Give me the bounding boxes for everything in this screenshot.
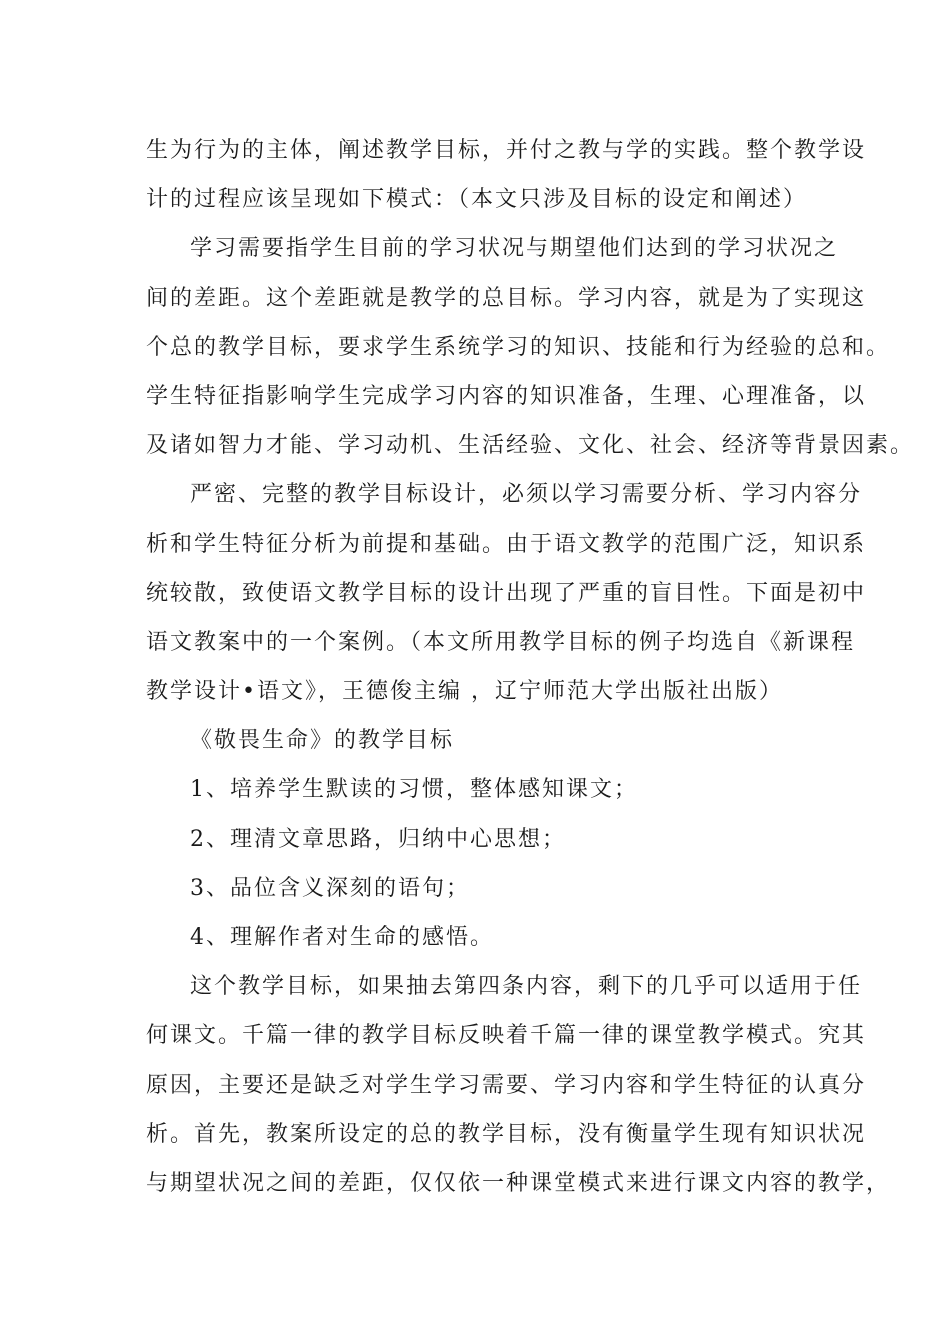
- text-line: 与期望状况之间的差距，仅仅依一种课堂模式来进行课文内容的教学，: [146, 1170, 891, 1196]
- text-line: 统较散，致使语文教学目标的设计出现了严重的盲目性。下面是初中: [146, 580, 867, 606]
- text-line: 3、品位含义深刻的语句；: [190, 875, 470, 901]
- text-line: 《敬畏生命》的教学目标: [190, 728, 455, 754]
- text-line: 学习需要指学生目前的学习状况与期望他们达到的学习状况之: [190, 236, 839, 262]
- text-line: 1、培养学生默读的习惯，整体感知课文；: [190, 777, 638, 803]
- text-line: 语文教案中的一个案例。（本文所用教学目标的例子均选自《新课程: [146, 629, 856, 655]
- text-line: 及诸如智力才能、学习动机、生活经验、文化、社会、经济等背景因素。: [146, 433, 915, 459]
- document-body: [146, 126, 915, 1208]
- text-line: 严密、完整的教学目标设计，必须以学习需要分析、学习内容分: [190, 482, 863, 508]
- text-line: 4、理解作者对生命的感悟。: [190, 925, 494, 950]
- text-line: 教学设计•语文》，王德俊主编 ，辽宁师范大学出版社出版）: [146, 679, 783, 705]
- text-line: 学生特征指影响学生完成学习内容的知识准备，生理、心理准备，以: [146, 383, 867, 409]
- text-line: 生为行为的主体，阐述教学目标，并付之教与学的实践。整个教学设: [146, 138, 867, 163]
- text-line: 何课文。千篇一律的教学目标反映着千篇一律的课堂教学模式。究其: [146, 1023, 867, 1049]
- text-line: 计的过程应该呈现如下模式：（本文只涉及目标的设定和阐述）: [146, 187, 808, 213]
- text-line: 这个教学目标，如果抽去第四条内容，剩下的几乎可以适用于任: [190, 974, 863, 1000]
- text-line: 间的差距。这个差距就是教学的总目标。学习内容，就是为了实现这: [146, 285, 867, 311]
- text-line: 原因，主要还是缺乏对学生学习需要、学习内容和学生特征的认真分: [146, 1072, 867, 1098]
- text-line: 个总的教学目标，要求学生系统学习的知识、技能和行为经验的总和。: [146, 334, 891, 360]
- text-line: 析。首先，教案所设定的总的教学目标，没有衡量学生现有知识状况: [146, 1121, 867, 1147]
- text-line: 析和学生特征分析为前提和基础。由于语文教学的范围广泛，知识系: [146, 531, 867, 557]
- text-line: 2、理清文章思路，归纳中心思想；: [190, 826, 566, 852]
